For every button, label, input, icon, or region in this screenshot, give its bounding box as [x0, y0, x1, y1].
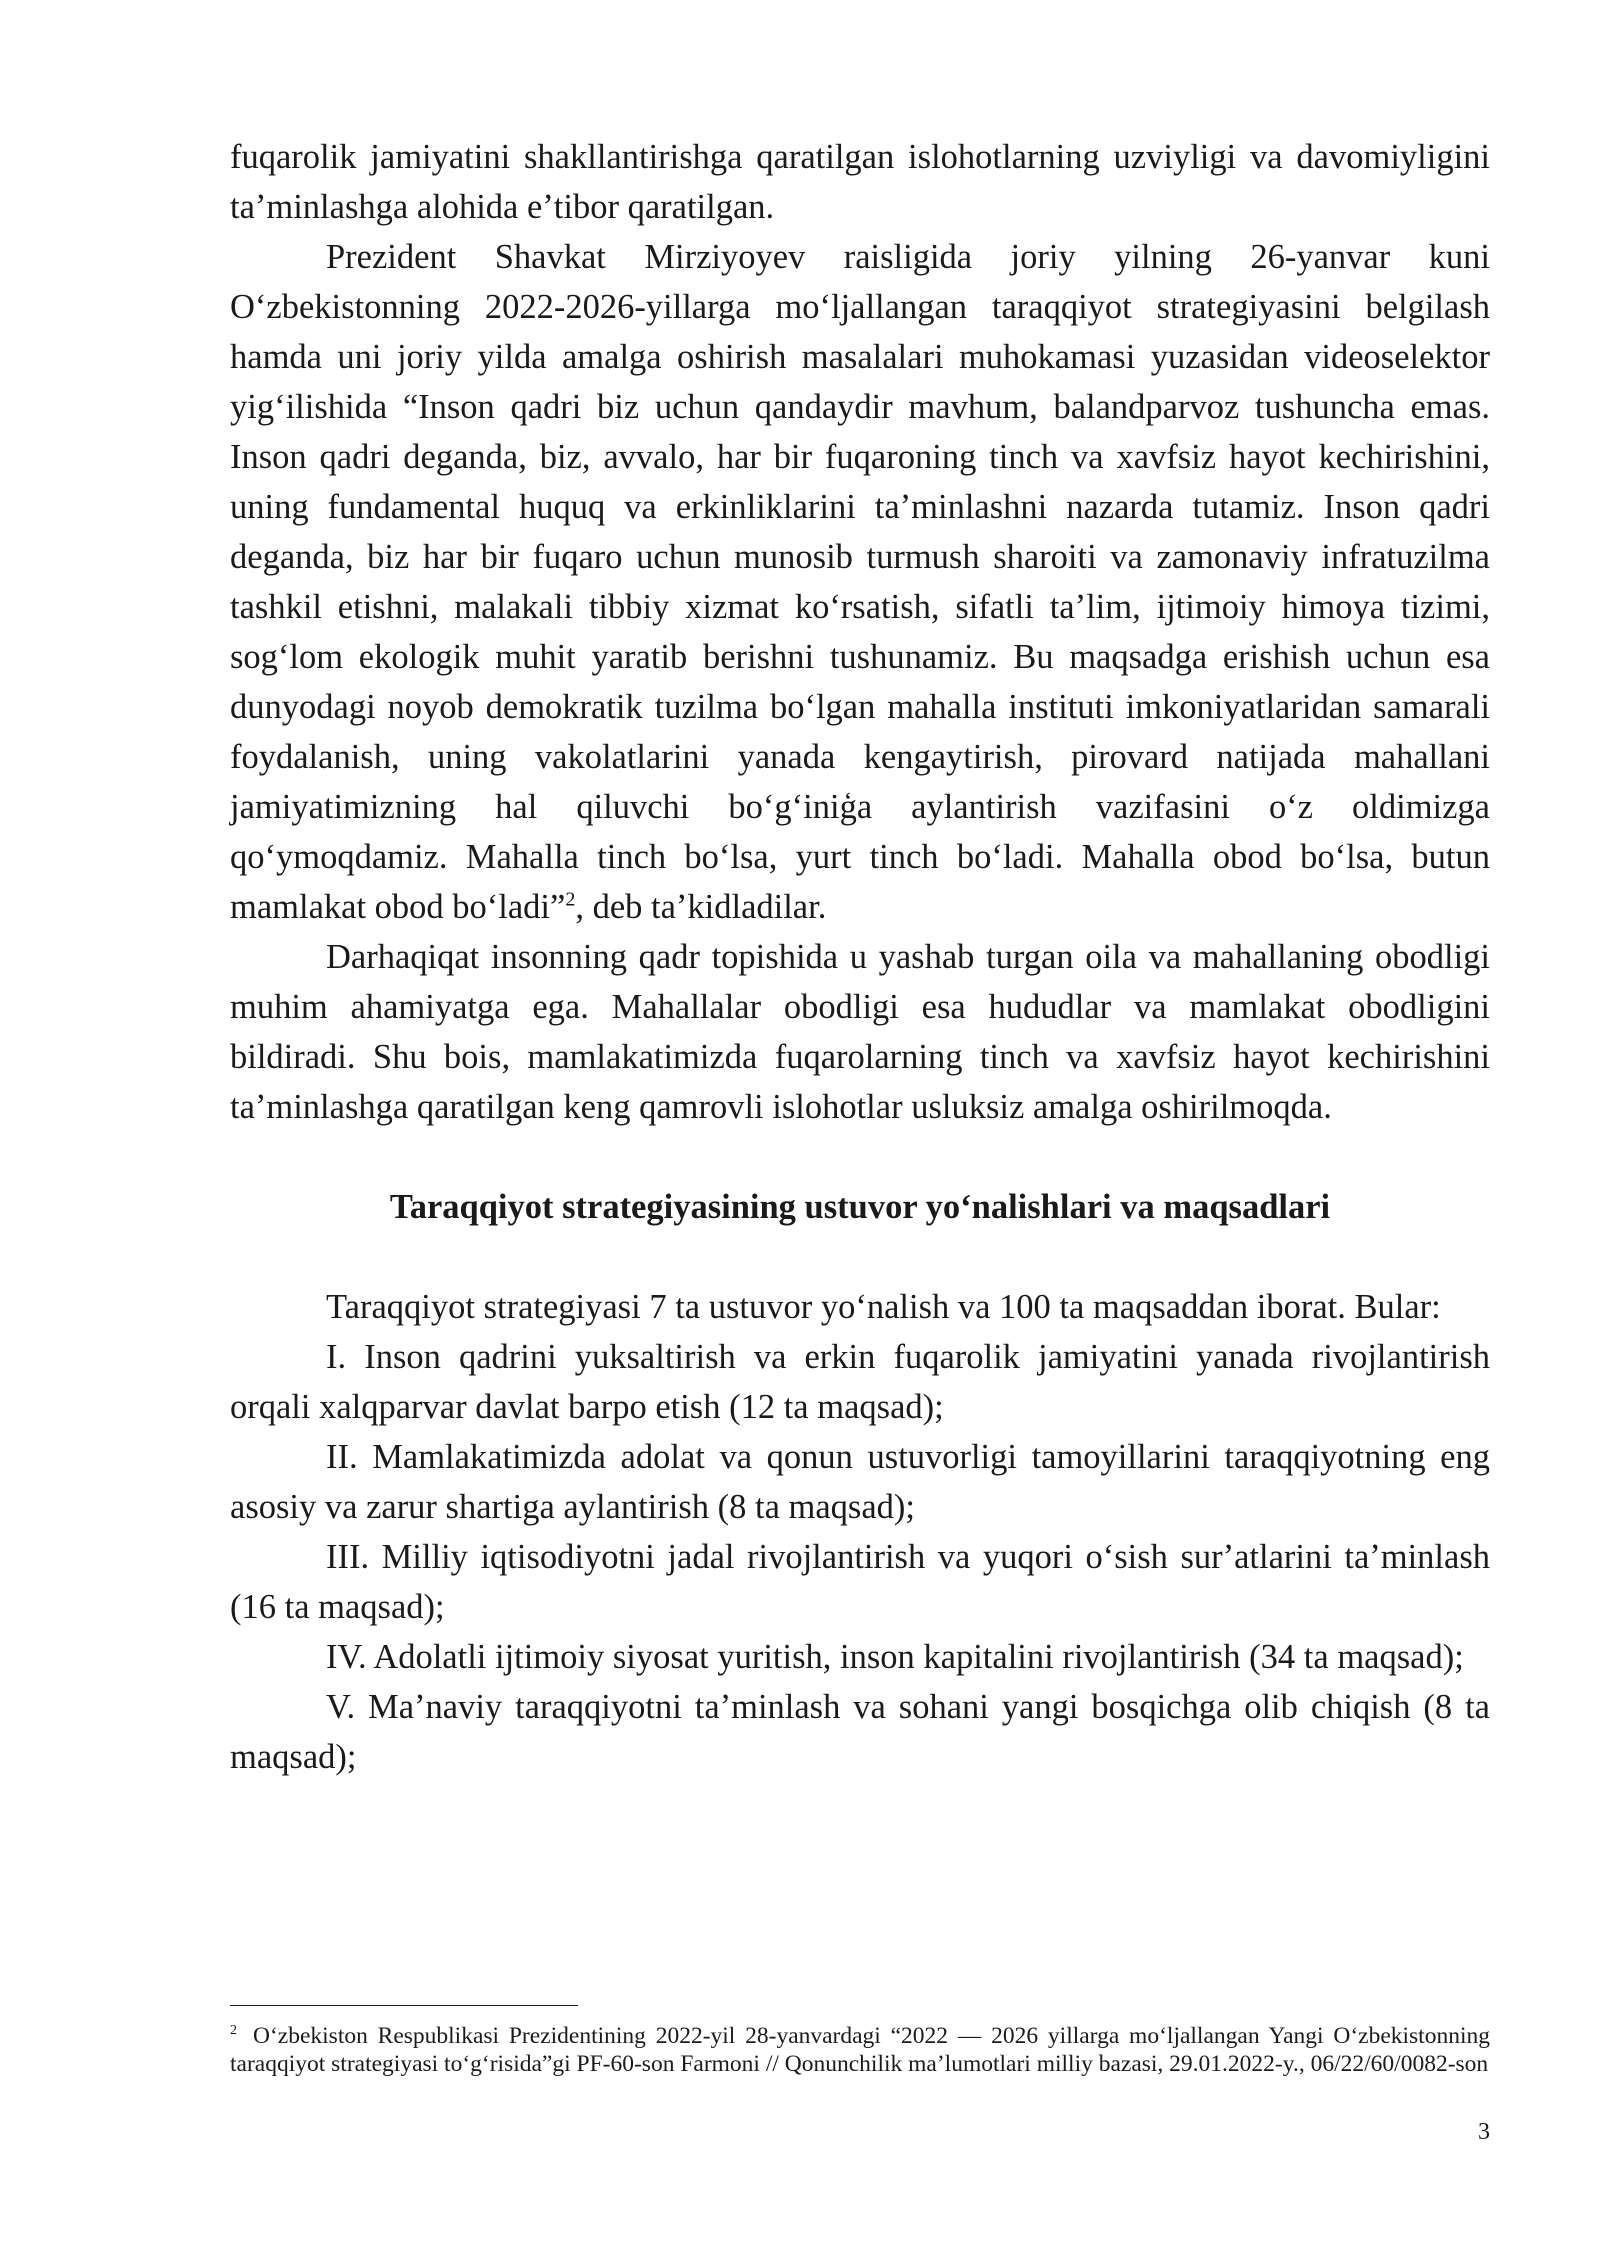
footnote-divider	[230, 2005, 578, 2006]
section-heading: Taraqqiyot strategiyasining ustuvor yoʻnalishlari va maqsadlari	[389, 1188, 1331, 1226]
list-item: V. Maʼnaviy taraqqiyotni taʼminlash va sohani yangi bosqichga olib chiqish (8 ta maqsad);	[230, 1688, 1490, 1776]
list-item: III. Milliy iqtisodiyotni jadal rivojlantirish va yuqori oʻsish surʼatlarini taʼminlash (16 ta maqsad);	[230, 1538, 1490, 1626]
paragraph-president-quote	[230, 232, 1490, 932]
list-item: I. Inson qadrini yuksaltirish va erkin fuqarolik jamiyatini yanada rivojlantirish orqali xalqparvar davlat barpo etish (12 ta maqsad);	[230, 1338, 1490, 1426]
list-item: II. Mamlakatimizda adolat va qonun ustuvorligi tamoyillarini taraqqiyotning eng asosiy va zarur shartiga aylantirish (8 ta maqsad);	[230, 1438, 1490, 1526]
quote-tail: , deb taʼkidladilar.	[575, 888, 827, 926]
paragraph-strategy-intro: Taraqqiyot strategiyasi 7 ta ustuvor yoʻnalish va 100 ta maqsaddan iborat. Bular:	[326, 1288, 1441, 1326]
footnote-number: 2	[230, 2023, 237, 2039]
document-body	[230, 132, 1490, 1782]
page-number: 3	[1478, 2119, 1490, 2145]
footnote-text: Oʻzbekiston Respublikasi Prezidentining 2022-yil 28-yanvardagi “2022 — 2026 yillarga moʻljallangan Yangi Oʻzbekistonning taraqqiyot strategiyasi toʻgʻrisida”gi PF-60-son Farmoni // Qonunchilik maʼlumotlari milliy bazasi, 29.01.2022-y., 06/22/60/0082-son	[230, 2023, 1490, 2077]
quote-text: Prezident Shavkat Mirziyoyev raisligida joriy yilning 26-yanvar kuni Oʻzbekistonning 2022-2026-yillarga moʻljallangan taraqqiyot strategiyasini belgilash hamda uni joriy yilda amalga oshirish masalalari muhokamasi yuzasidan videoselektor yigʻilishida “Inson qadri biz uchun qandaydir mavhum, balandparvoz tushuncha emas. Inson qadri deganda, biz, avvalo, har bir fuqaroning tinch va xavfsiz hayot kechirishini, uning fundamental huquq va erkinliklarini taʼminlashni nazarda tutamiz. Inson qadri deganda, biz har bir fuqaro uchun munosib turmush sharoiti va zamonaviy infratuzilma tashkil etishni, malakali tibbiy xizmat koʻrsatish, sifatli taʼlim, ijtimoiy himoya tizimi, sogʻlom ekologik muhit yaratib berishni tushunamiz. Bu maqsadga erishish uchun esa dunyodagi noyob demokratik tuzilma boʻlgan mahalla instituti imkoniyatlaridan samarali foydalanish, uning vakolatlarini yanada kengaytirish, pirovard natijada mahallani jamiyatimizning hal qiluvchi boʻgʻiniģa aylantirish vazifasini oʻz oldimizga qoʻymoqdamiz. Mahalla tinch boʻlsa, yurt tinch boʻladi. Mahalla obod boʻlsa, butun mamlakat obod boʻladi”	[230, 238, 1490, 926]
list-item: IV. Adolatli ijtimoiy siyosat yuritish, inson kapitalini rivojlantirish (34 ta maqsad);	[326, 1638, 1464, 1676]
paragraph-continuation: fuqarolik jamiyatini shakllantirishga qaratilgan islohotlarning uzviyligi va davomiyligini taʼminlashga alohida eʼtibor qaratilgan.	[230, 138, 1490, 226]
footnote-reference: 2	[565, 888, 576, 911]
footnote	[230, 2022, 1490, 2078]
paragraph-mahalla: Darhaqiqat insonning qadr topishida u yashab turgan oila va mahallaning obodligi muhim ahamiyatga ega. Mahallalar obodligi esa hududlar va mamlakat obodligini bildiradi. Shu bois, mamlakatimizda fuqarolarning tinch va xavfsiz hayot kechirishini taʼminlashga qaratilgan keng qamrovli islohotlar usluksiz amalga oshirilmoqda.	[230, 938, 1490, 1126]
